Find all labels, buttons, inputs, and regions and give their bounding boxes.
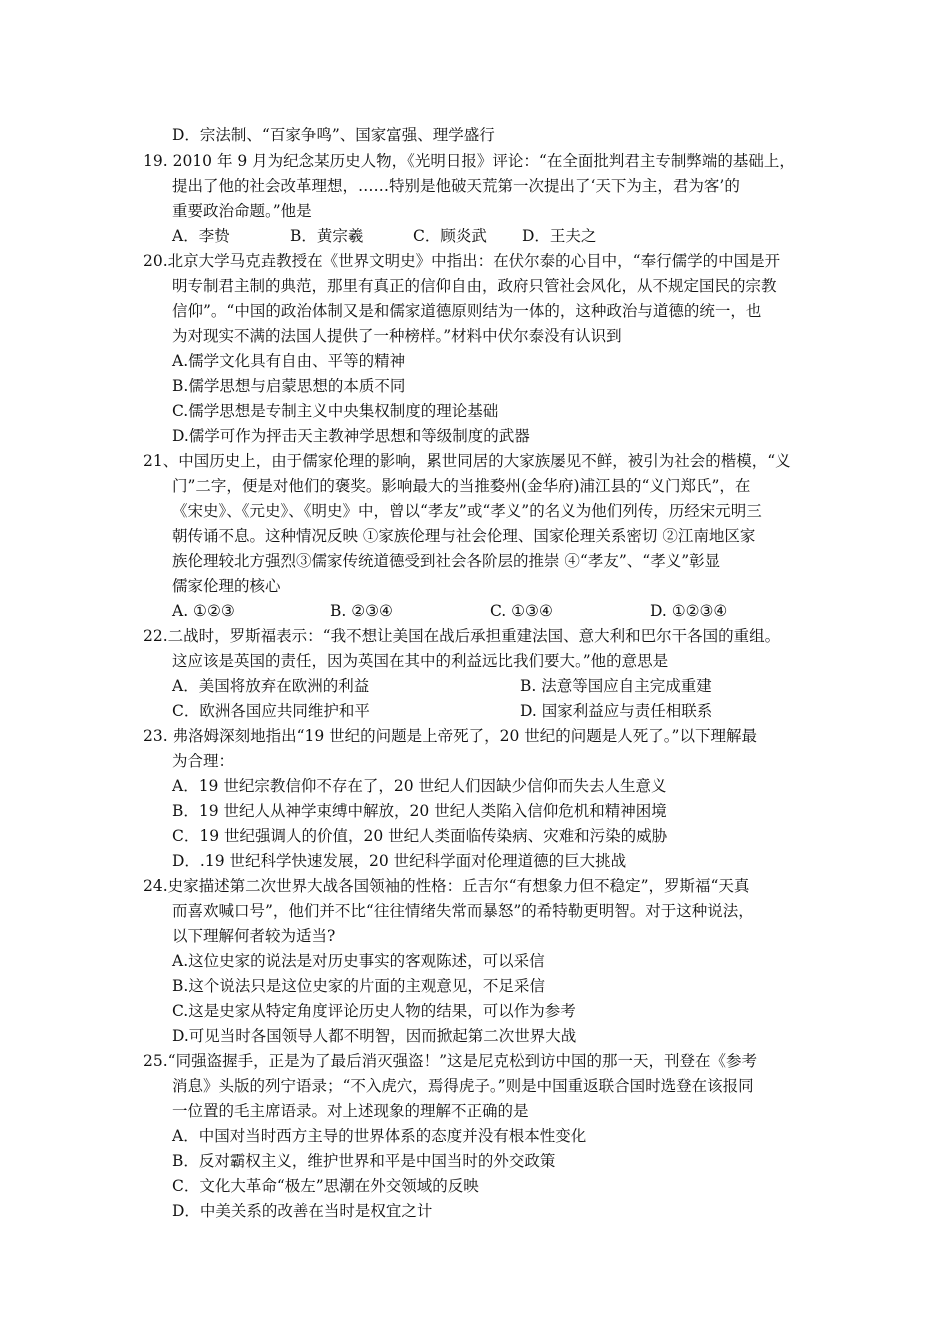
q24-option-c: C.这是史家从特定角度评论历史人物的结果，可以作为参考 (172, 1002, 576, 1020)
q20-stem-line-1: 20.北京大学马克垚教授在《世界文明史》中指出：在伏尔泰的心目中，“奉行儒学的中国是开 (143, 252, 781, 270)
q19-stem-line-1: 19. 2010 年 9 月为纪念某历史人物，《光明日报》评论：“在全面批判君主专制弊端的基础上， (143, 152, 795, 170)
q20-option-a: A.儒学文化具有自由、平等的精神 (172, 352, 406, 370)
q21-stem-line-3: 《宋史》、《元史》、《明史》中，曾以“孝友”或“孝义”的名义为他们列传，历经宋元明三 (172, 502, 762, 520)
q25-option-c: C．文化大革命“极左”思潮在外交领域的反映 (172, 1177, 479, 1195)
q21-option-b: B. ②③④ (330, 602, 393, 620)
q19-stem-line-2: 提出了他的社会改革理想，……特别是他破天荒第一次提出了‘天下为主，君为客’的 (172, 177, 740, 195)
q24-stem-line-3: 以下理解何者较为适当? (172, 927, 336, 945)
q21-stem-line-2: 门”二字，便是对他们的褒奖。影响最大的当推婺州(金华府)浦江县的“义门郑氏”，在 (172, 477, 751, 495)
q18-option-d: D．宗法制、“百家争鸣”、国家富强、理学盛行 (172, 126, 495, 144)
q25-option-a: A．中国对当时西方主导的世界体系的态度并没有根本性变化 (172, 1127, 587, 1145)
q19-option-c: C．顾炎武 (413, 227, 487, 245)
q21-option-d: D. ①②③④ (650, 602, 728, 620)
q21-option-a: A. ①②③ (172, 602, 235, 620)
q21-stem-line-6: 儒家伦理的核心 (172, 577, 281, 595)
q20-option-b: B.儒学思想与启蒙思想的本质不同 (172, 377, 406, 395)
q23-stem-line-2: 为合理： (172, 752, 235, 770)
q25-option-d: D．中美关系的改善在当时是权宜之计 (172, 1202, 433, 1220)
q20-stem-line-2: 明专制君主制的典范，那里有真正的信仰自由，政府只管社会风化，从不规定国民的宗教 (172, 277, 777, 295)
q21-option-c: C. ①③④ (490, 602, 553, 620)
q19-stem-line-3: 重要政治命题。”他是 (172, 202, 312, 220)
q19-option-d: D．王夫之 (522, 227, 597, 245)
q24-option-b: B.这个说法只是这位史家的片面的主观意见，不足采信 (172, 977, 545, 995)
q25-stem-line-1: 25.“同强盗握手，正是为了最后消灭强盗！”这是尼克松到访中国的那一天，刊登在《参考 (143, 1052, 758, 1070)
q23-stem-line-1: 23. 弗洛姆深刻地指出“19 世纪的问题是上帝死了，20 世纪的问题是人死了。”以下理解最 (143, 727, 757, 745)
q25-option-b: B．反对霸权主义，维护世界和平是中国当时的外交政策 (172, 1152, 556, 1170)
q21-stem-line-4: 朝传诵不息。这种情况反映 ①家族伦理与社会伦理、国家伦理关系密切 ②江南地区家 (172, 527, 756, 545)
q24-option-d: D.可见当时各国领导人都不明智，因而掀起第二次世界大战 (172, 1027, 577, 1045)
q22-option-a: A．美国将放弃在欧洲的利益 (172, 677, 370, 695)
q23-option-d: D．.19 世纪科学快速发展，20 世纪科学面对伦理道德的巨大挑战 (172, 852, 627, 870)
q22-option-b: B. 法意等国应自主完成重建 (520, 677, 712, 695)
q21-stem-line-1: 21、中国历史上，由于儒家伦理的影响，累世同居的大家族屡见不鲜，被引为社会的楷模，“义 (143, 452, 791, 470)
q24-option-a: A.这位史家的说法是对历史事实的客观陈述，可以采信 (172, 952, 545, 970)
q22-option-c: C．欧洲各国应共同维护和平 (172, 702, 370, 720)
q22-stem-line-2: 这应该是英国的责任，因为英国在其中的利益远比我们要大。”他的意思是 (172, 652, 669, 670)
q23-option-b: B．19 世纪人从神学束缚中解放，20 世纪人类陷入信仰危机和精神困境 (172, 802, 667, 820)
q25-stem-line-2: 消息》头版的列宁语录；“不入虎穴，焉得虎子。”则是中国重返联合国时选登在该报同 (172, 1077, 754, 1095)
q23-option-c: C．19 世纪强调人的价值，20 世纪人类面临传染病、灾难和污染的威胁 (172, 827, 668, 845)
q20-option-c: C.儒学思想是专制主义中央集权制度的理论基础 (172, 402, 499, 420)
q19-option-b: B．黄宗羲 (290, 227, 364, 245)
q24-stem-line-2: 而喜欢喊口号”，他们并不比“往往情绪失常而暴怒”的希特勒更明智。对于这种说法， (172, 902, 754, 920)
q20-option-d: D.儒学可作为抨击天主教神学思想和等级制度的武器 (172, 427, 530, 445)
q21-stem-line-5: 族伦理较北方强烈③儒家传统道德受到社会各阶层的推崇 ④“孝友”、“孝义”彰显 (172, 552, 721, 570)
q20-stem-line-3: 信仰”。“中国的政治体制又是和儒家道德原则结为一体的，这种政治与道德的统一，也 (172, 302, 762, 320)
q22-option-d: D. 国家利益应与责任相联系 (520, 702, 713, 720)
q19-option-a: A．李贽 (172, 227, 230, 245)
q24-stem-line-1: 24.史家描述第二次世界大战各国领袖的性格：丘吉尔“有想象力但不稳定”，罗斯福“天真 (143, 877, 750, 895)
q23-option-a: A．19 世纪宗教信仰不存在了，20 世纪人们因缺少信仰而失去人生意义 (172, 777, 667, 795)
q25-stem-line-3: 一位置的毛主席语录。对上述现象的理解不正确的是 (172, 1102, 529, 1120)
q20-stem-line-4: 为对现实不满的法国人提供了一种榜样。”材料中伏尔泰没有认识到 (172, 327, 622, 345)
q22-stem-line-1: 22.二战时，罗斯福表示：“我不想让美国在战后承担重建法国、意大利和巴尔干各国的重组。 (143, 627, 781, 645)
